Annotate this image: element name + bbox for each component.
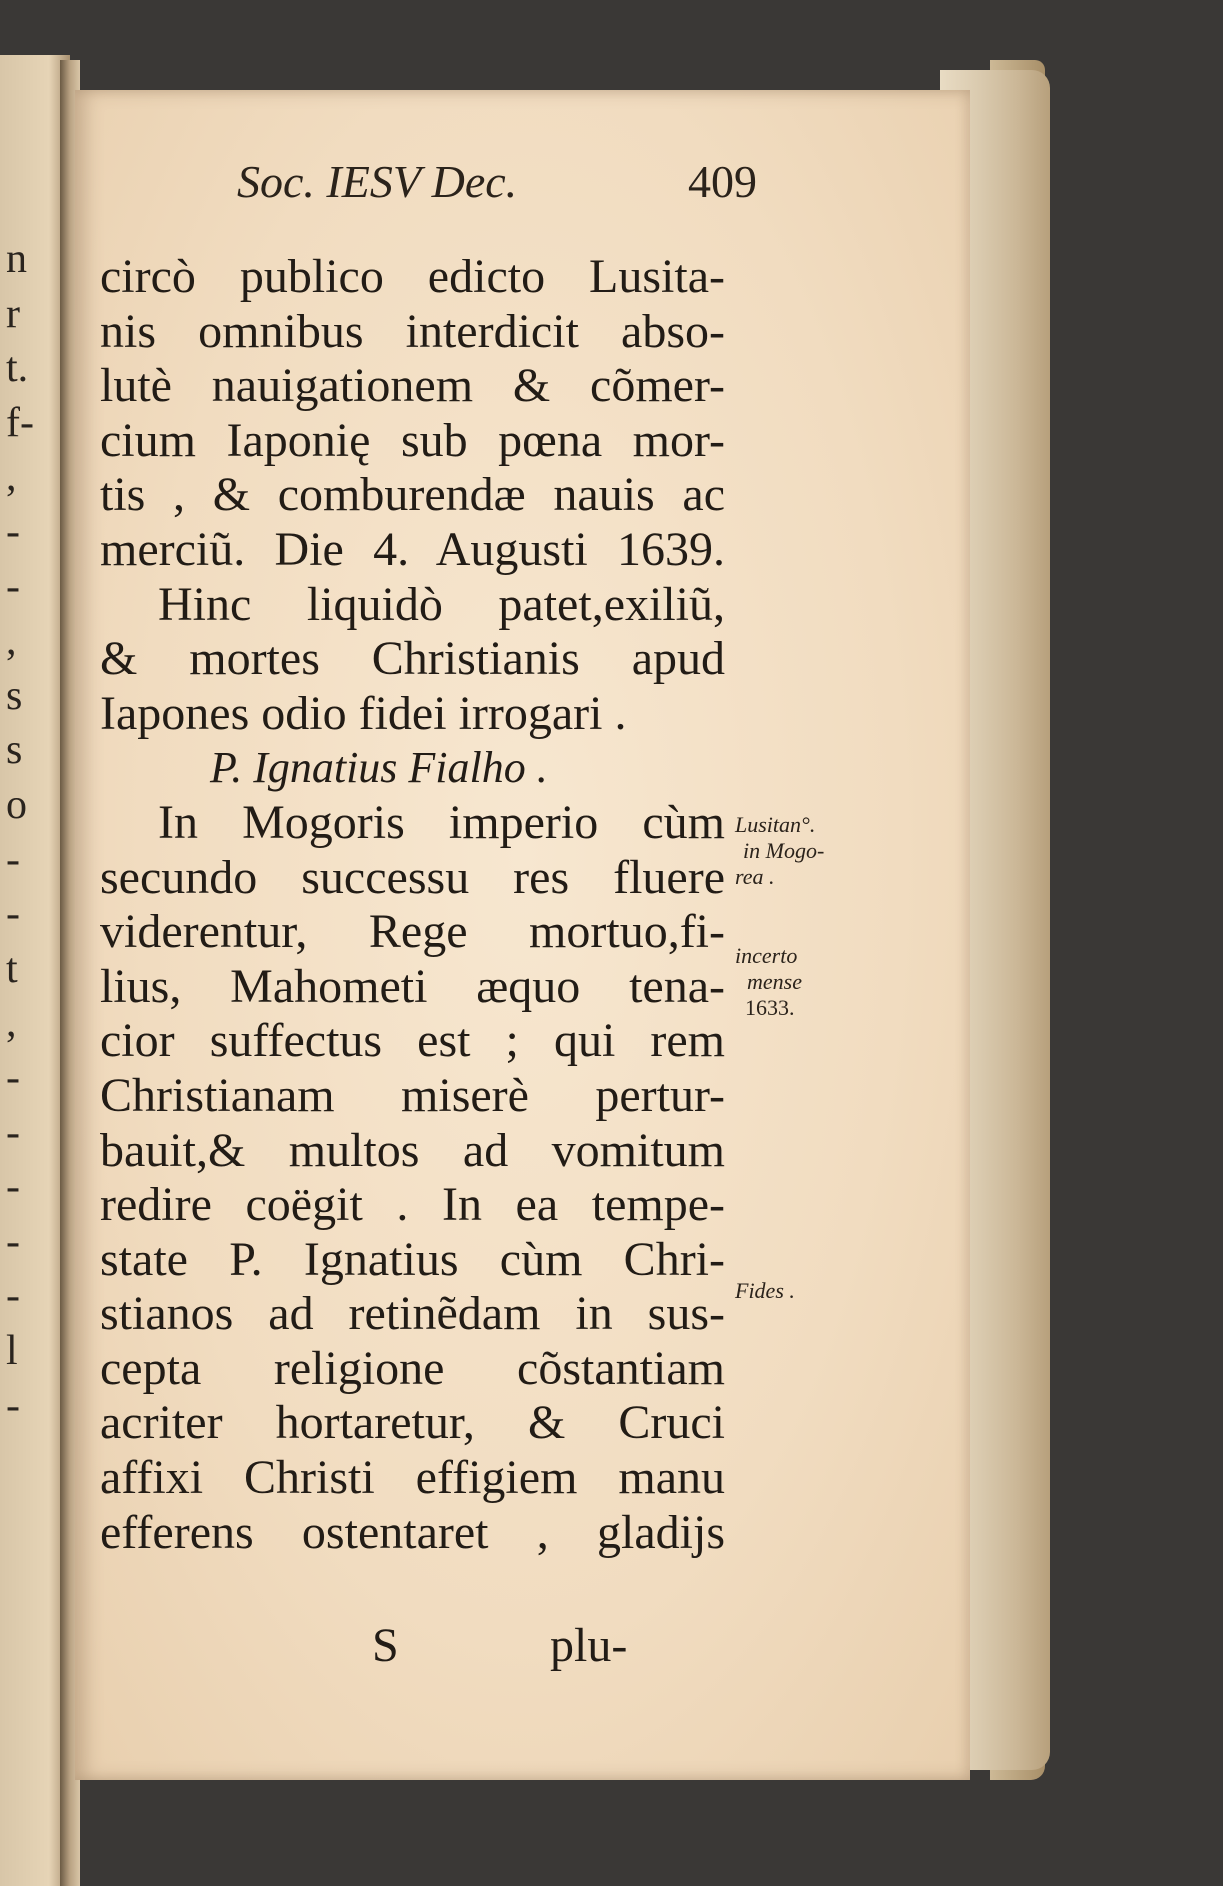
- running-title: Soc. IESV Dec.: [237, 156, 518, 207]
- facing-page-fragment: -: [6, 509, 20, 555]
- signature-mark: S: [372, 1619, 399, 1672]
- text-line: In Mogoris imperio cùm: [158, 795, 725, 849]
- text-line: nis omnibus interdicit abso-: [100, 304, 725, 358]
- facing-page-fragment: ,: [6, 454, 17, 501]
- margin-note-line: in Mogo-: [743, 838, 825, 863]
- text-line: Iapones odio fidei irrogari .: [100, 686, 627, 740]
- text-line: viderentur, Rege mortuo,fi-: [100, 905, 725, 959]
- margin-note-line: Fides .: [735, 1278, 795, 1303]
- margin-note-line: Lusitan°.: [735, 812, 816, 837]
- facing-page-fragment: n: [6, 236, 27, 282]
- facing-page-fragment: -: [6, 1055, 20, 1101]
- facing-page-fragment: -: [6, 836, 20, 883]
- facing-page-fragment: r: [6, 290, 20, 337]
- facing-page-fragment: -: [6, 1218, 20, 1265]
- facing-page-fragment: -: [6, 1109, 20, 1156]
- section-heading: P. Ignatius Fialho .: [210, 743, 548, 793]
- facing-page-fragment: -: [6, 1273, 20, 1320]
- facing-page-fragment: o: [6, 782, 27, 828]
- facing-page-fragment: -: [6, 1164, 20, 1211]
- text-line: cepta religione cõstantiam: [100, 1341, 725, 1395]
- facing-page-fragment: t.: [6, 345, 29, 392]
- text-line: efferens ostentaret , gladijs: [100, 1505, 725, 1559]
- text-line: acriter hortaretur, & Cruci: [100, 1396, 725, 1450]
- margin-note-line: 1633.: [745, 995, 795, 1020]
- margin-note-line: incerto: [735, 943, 798, 968]
- text-line: lius, Mahometi æquo tena-: [100, 959, 725, 1013]
- catchword: plu-: [550, 1619, 628, 1672]
- facing-page-fragment: t: [6, 945, 18, 992]
- facing-page-fragment: ,: [6, 1000, 17, 1047]
- text-line: Christianam miserè pertur-: [100, 1068, 725, 1122]
- text-line: stianos ad retinẽdam in sus-: [100, 1287, 725, 1341]
- facing-page-fragment: ,: [6, 618, 17, 665]
- facing-page-fragment: s: [6, 672, 23, 719]
- text-line: redire coëgit . In ea tempe-: [100, 1178, 725, 1232]
- text-line: Hinc liquidò patet,exiliũ,: [158, 577, 725, 631]
- text-line: state P. Ignatius cùm Chri-: [100, 1232, 725, 1286]
- text-line: cior suffectus est ; qui rem: [100, 1014, 725, 1068]
- margin-note-lusitan: [735, 812, 824, 890]
- margin-note-fides: [735, 1278, 795, 1304]
- facing-page-fragment: l: [6, 1328, 18, 1374]
- text-line: lutè nauigationem & cõmer-: [100, 359, 725, 413]
- facing-page-fragment: -: [6, 1382, 20, 1429]
- margin-note-date: [735, 943, 802, 1021]
- page-number: 409: [688, 156, 757, 207]
- margin-note-line: rea .: [735, 864, 775, 889]
- text-line: merciũ. Die 4. Augusti 1639.: [100, 522, 725, 576]
- margin-note-line: mense: [747, 969, 802, 994]
- text-line: cium Iaponię sub pœna mor-: [100, 413, 725, 467]
- text-line: bauit,& multos ad vomitum: [100, 1123, 725, 1177]
- running-header: [237, 155, 757, 208]
- text-line: tis , & comburendæ nauis ac: [100, 468, 725, 522]
- text-line: secundo successu res fluere: [100, 850, 725, 904]
- text-line: & mortes Christianis apud: [100, 632, 725, 686]
- facing-page-fragment: -: [6, 891, 20, 938]
- facing-page-fragment: -: [6, 563, 20, 610]
- facing-page-fragment: s: [6, 727, 23, 774]
- facing-page-fragment: f-: [6, 399, 34, 446]
- body-text: [100, 250, 725, 1560]
- text-line: circò publico edicto Lusita-: [100, 250, 725, 303]
- text-line: affixi Christi effigiem manu: [100, 1451, 725, 1505]
